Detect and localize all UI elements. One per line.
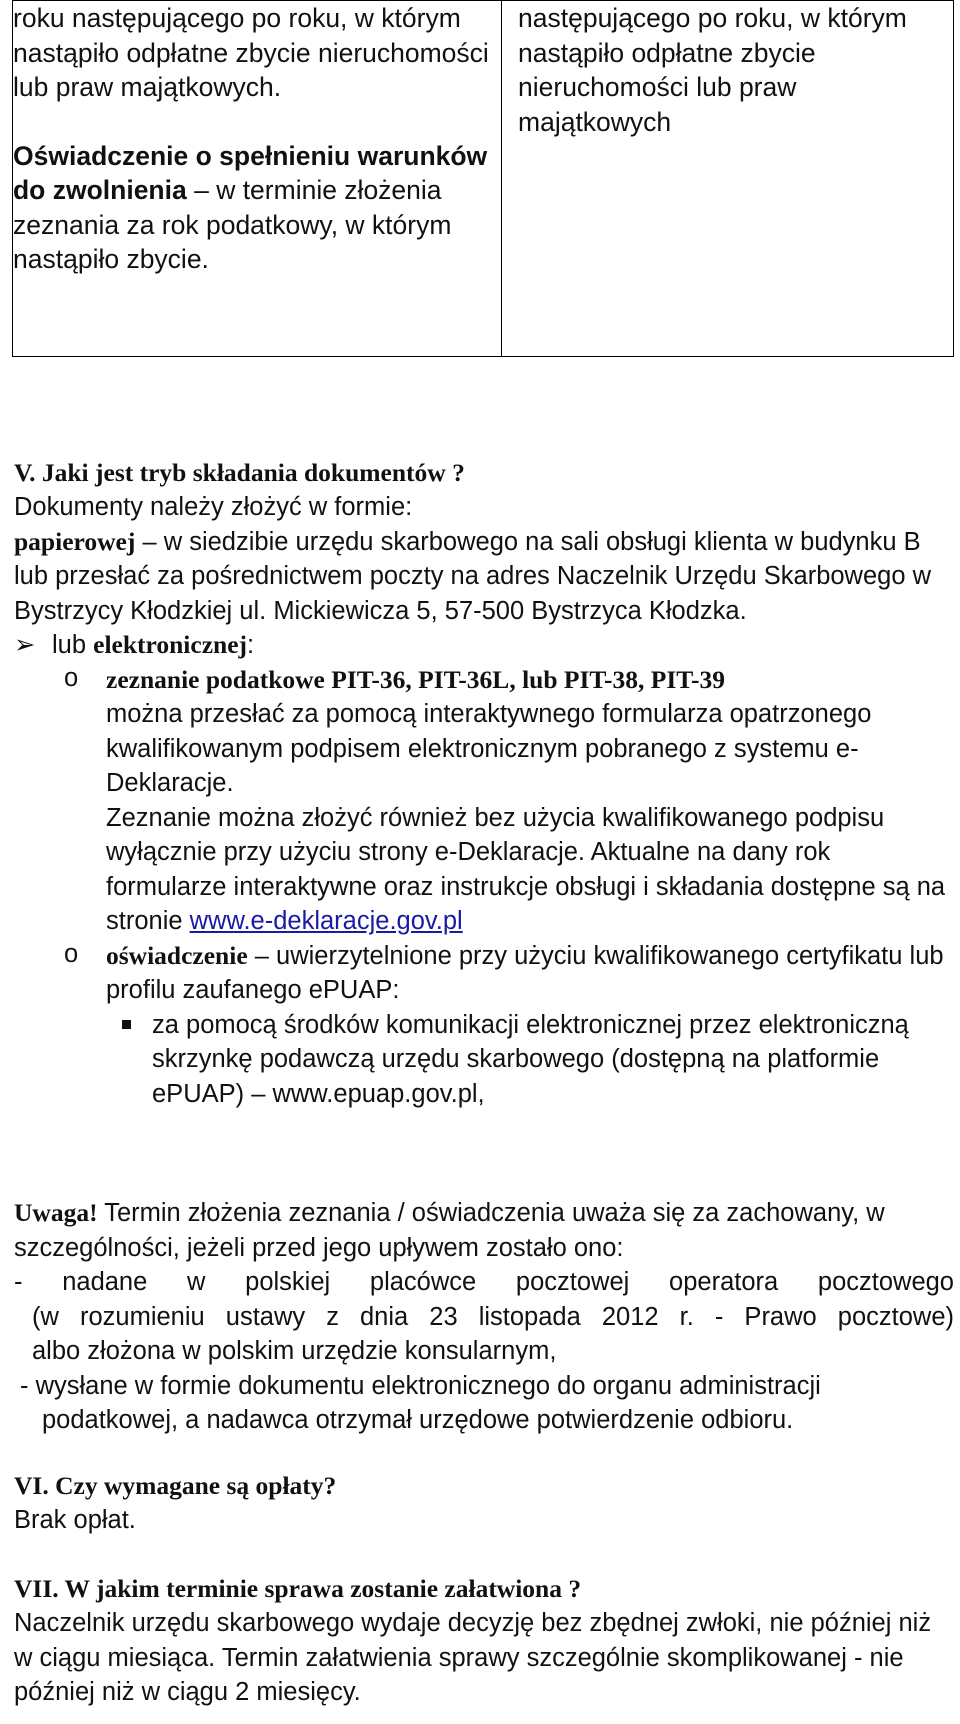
section-6-heading: VI. Czy wymagane są opłaty? bbox=[14, 1471, 337, 1500]
tax-return-title: zeznanie podatkowe PIT-36, PIT-36L, lub PIT-38, PIT-39 bbox=[106, 664, 725, 694]
info-table bbox=[12, 0, 954, 357]
section-5 bbox=[14, 456, 954, 1111]
section-6 bbox=[14, 1469, 954, 1538]
electronic-label: elektronicznej bbox=[93, 630, 248, 659]
section-7-text: Naczelnik urzędu skarbowego wydaje decyzję bez zbędnej zwłoki, nie później niż w ciągu miesiąca. Termin załatwienia sprawy szczególnie skomplikowanej - nie później niż w ciągu 2 miesięcy. bbox=[14, 1609, 932, 1706]
statement-description: – uwierzytelnione przy użyciu kwalifikowanego certyfikatu lub profilu zaufanego ePUAP: bbox=[106, 941, 944, 1004]
statement-title: Oświadczenie o spełnieniu warunków do zwolnienia bbox=[13, 140, 488, 205]
tax-return-text-2 bbox=[106, 801, 954, 939]
e-deklaracje-link[interactable]: www.e-deklaracje.gov.pl bbox=[189, 907, 463, 935]
note-dash-1-line-3: albo złożona w polskim urzędzie konsularnym, bbox=[32, 1337, 557, 1365]
note-dash-1-line-1: - nadane w polskiej placówce pocztowej operatora pocztowego bbox=[14, 1268, 954, 1296]
arrow-bullet-icon: ➢ bbox=[14, 631, 36, 659]
epuap-text: za pomocą środków komunikacji elektronicznej przez elektroniczną skrzynkę podawczą urzędu skarbowego (dostępną na platformie ePUAP) – www.epuap.gov.pl, bbox=[152, 1010, 909, 1108]
section-7 bbox=[14, 1572, 954, 1710]
table-cell-right bbox=[502, 1, 954, 357]
cell-paragraph: następującego po roku, w którym nastąpiło odpłatne zbycie nieruchomości lub praw majątkowych bbox=[518, 3, 907, 137]
electronic-prefix: lub bbox=[52, 631, 94, 659]
section-6-text: Brak opłat. bbox=[14, 1506, 136, 1534]
note-label: Uwaga! bbox=[14, 1198, 98, 1227]
tax-return-text-2-body: Zeznanie można złożyć również bez użycia kwalifikowanego podpisu wyłącznie przy użyciu strony e-Deklaracje. Aktualne na dany rok formularze interaktywne oraz instrukcje obsługi i składania dostępne są na stronie bbox=[106, 803, 946, 935]
document-page bbox=[13, 0, 954, 1706]
note-paragraph bbox=[14, 1196, 954, 1265]
list-subitem-epuap bbox=[14, 1008, 954, 1112]
electronic-suffix: : bbox=[247, 631, 255, 659]
section-5-intro: Dokumenty należy złożyć w formie: bbox=[14, 493, 413, 521]
square-bullet-icon bbox=[122, 1020, 131, 1029]
table-cell-left bbox=[13, 1, 502, 357]
electronic-form-item bbox=[14, 628, 954, 663]
note-dash-2-line-2: podatkowej, a nadawca otrzymał urzędowe potwierdzenie odbioru. bbox=[42, 1406, 794, 1434]
paper-form-paragraph bbox=[14, 525, 954, 629]
note-dash-1-line-2: (w rozumieniu ustawy z dnia 23 listopada 2012 r. - Prawo pocztowe) bbox=[32, 1302, 954, 1331]
note-dash-2-line-1: - wysłane w formie dokumentu elektronicznego do organu administracji bbox=[20, 1371, 821, 1400]
statement-text: – w terminie złożenia zeznania za rok podatkowy, w którym nastąpiło zbycie. bbox=[13, 175, 452, 274]
note-text: Termin złożenia zeznania / oświadczenia uważa się za zachowany, w szczególności, jeżeli przed jego upływem zostało ono: bbox=[14, 1199, 885, 1262]
cell-paragraph-statement bbox=[13, 139, 497, 277]
cell-paragraph: roku następującego po roku, w którym nastąpiło odpłatne zbycie nieruchomości lub praw majątkowych. bbox=[13, 3, 489, 102]
section-5-heading: V. Jaki jest tryb składania dokumentów ? bbox=[14, 458, 465, 487]
circle-bullet-icon: o bbox=[64, 663, 79, 692]
statement-label: oświadczenie bbox=[106, 940, 248, 970]
note-section bbox=[14, 1196, 954, 1438]
table-row bbox=[13, 1, 954, 357]
circle-bullet-icon: o bbox=[64, 939, 79, 968]
section-7-heading: VII. W jakim terminie sprawa zostanie załatwiona ? bbox=[14, 1574, 582, 1603]
list-item-tax-return bbox=[14, 663, 954, 939]
tax-return-text: można przesłać za pomocą interaktywnego formularza opatrzonego kwalifikowanym podpisem elektronicznym pobranego z systemu e-Deklaracje. bbox=[106, 700, 872, 797]
paper-form-label: papierowej bbox=[14, 526, 136, 556]
paper-form-text: – w siedzibie urzędu skarbowego na sali obsługi klienta w budynku B lub przesłać za pośrednictwem poczty na adres Naczelnik Urzędu Skarbowego w Bystrzycy Kłodzkiej ul. Mickiewicza 5, 57-500 Bystrzyca Kłodzka. bbox=[14, 527, 932, 625]
list-item-statement bbox=[14, 939, 954, 1008]
